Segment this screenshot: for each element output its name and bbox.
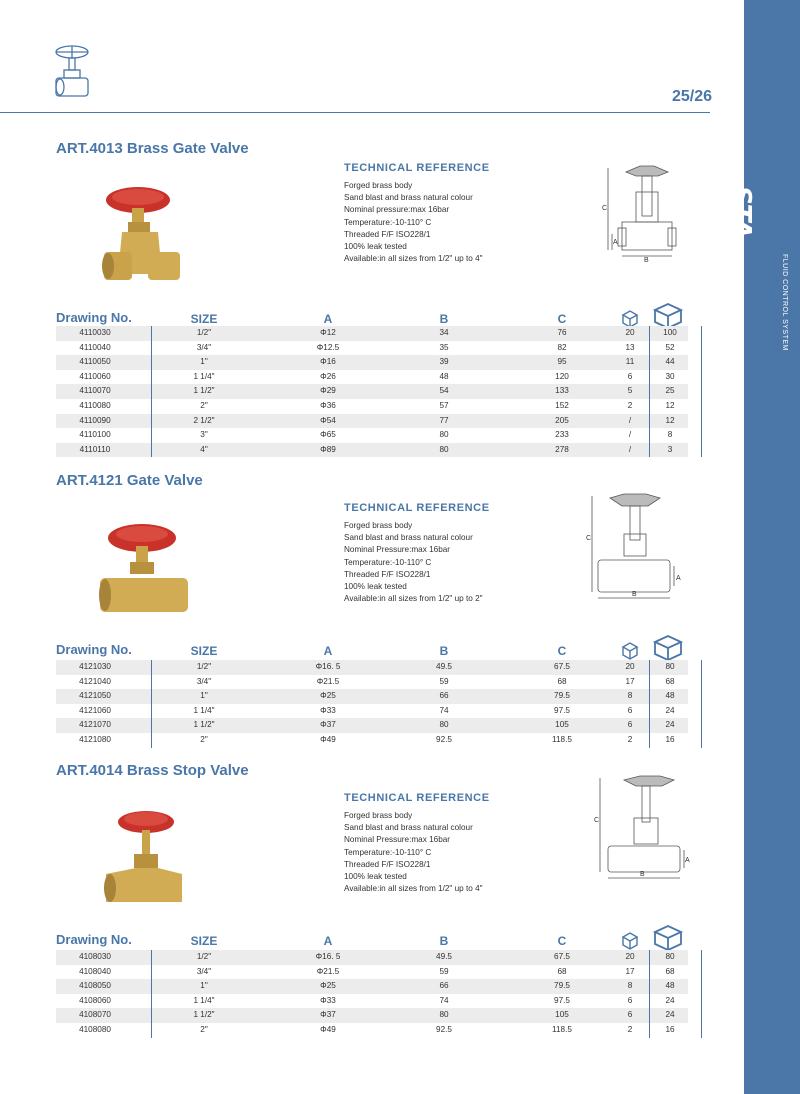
- a-cell: Φ21.5: [316, 966, 340, 976]
- tech-line: Forged brass body: [344, 181, 413, 190]
- drawing-no-cell: 4110030: [79, 328, 111, 337]
- tech-line: Threaded F/F ISO228/1: [344, 569, 431, 579]
- col-drawing-no: Drawing No.: [56, 642, 132, 657]
- tech-line: Temperature:-10-110° C: [344, 557, 432, 567]
- divider-line: [701, 950, 702, 1038]
- table-header: [56, 922, 688, 952]
- inner-pack-cell: 13: [625, 342, 635, 352]
- valve-outline-icon: [50, 42, 94, 102]
- size-cell: 1/2": [196, 662, 212, 671]
- b-cell: 80: [439, 444, 449, 454]
- drawing-no-cell: 4121060: [79, 705, 111, 715]
- drawing-no-cell: 4121030: [79, 662, 111, 671]
- inner-pack-cell: 8: [627, 981, 633, 991]
- c-cell: 97.5: [554, 995, 570, 1005]
- size-cell: 1": [200, 357, 208, 367]
- b-cell: 54: [439, 386, 449, 396]
- outer-pack-cell: 80: [665, 662, 675, 671]
- tech-line: 100% leak tested: [344, 872, 407, 882]
- outer-pack-cell: 24: [665, 720, 675, 730]
- b-cell: 80: [439, 430, 449, 440]
- gate-valve-photo: [96, 164, 192, 284]
- drawing-no-cell: 4108070: [79, 1010, 111, 1020]
- inner-pack-cell: 2: [627, 400, 633, 410]
- outer-pack-cell: 12: [665, 415, 675, 425]
- dim-label: C: [602, 205, 608, 212]
- drawing-no-cell: 4110060: [79, 371, 111, 381]
- drawing-no-cell: 4108040: [79, 966, 111, 976]
- c-cell: 118.5: [552, 1024, 572, 1034]
- size-cell: 3": [200, 430, 208, 440]
- gate-valve-photo: [96, 496, 192, 616]
- tech-line: Threaded F/F ISO228/1: [344, 859, 431, 869]
- inner-pack-cell: 6: [627, 720, 633, 730]
- inner-pack-cell: 2: [627, 1024, 633, 1034]
- b-cell: 66: [439, 981, 449, 991]
- inner-pack-cell: 17: [625, 966, 635, 976]
- tech-line: Nominal Pressure:max 16bar: [344, 835, 451, 845]
- b-cell: 59: [439, 966, 449, 976]
- b-cell: 92.5: [436, 734, 452, 744]
- size-cell: 3/4": [196, 676, 212, 686]
- outer-pack-cell: 80: [665, 952, 675, 961]
- outer-pack-cell: 24: [665, 995, 675, 1005]
- drawing-no-cell: 4108060: [79, 995, 111, 1005]
- tech-line: Available:in all sizes from 1/2" up to 4": [344, 254, 483, 264]
- tech-line: 100% leak tested: [344, 242, 407, 252]
- inner-pack-cell: /: [628, 430, 632, 440]
- table-header: [56, 632, 688, 662]
- outer-pack-cell: 68: [665, 676, 675, 686]
- inner-pack-cell: 8: [627, 691, 633, 701]
- b-cell: 66: [439, 691, 449, 701]
- section-title: ART.4014 Brass Stop Valve: [56, 762, 249, 779]
- outer-pack-cell: 68: [665, 966, 675, 976]
- outer-pack-cell: 24: [665, 1010, 675, 1020]
- technical-drawing: [584, 490, 684, 602]
- divider-line: [151, 950, 152, 1038]
- a-cell: Φ26: [320, 371, 336, 381]
- a-cell: Φ49: [320, 1024, 336, 1034]
- b-cell: 39: [439, 357, 449, 367]
- tech-line: Forged brass body: [344, 521, 413, 530]
- b-cell: 74: [439, 995, 449, 1005]
- inner-pack-cell: 20: [625, 328, 635, 337]
- dim-label: B: [644, 257, 649, 264]
- brand-tagline: FLUID CONTROL SYSTEM: [781, 254, 788, 351]
- small-box-icon: [620, 308, 640, 328]
- tech-line: Forged brass body: [344, 811, 413, 820]
- inner-pack-cell: /: [628, 444, 632, 454]
- drawing-no-cell: 4110050: [79, 357, 111, 367]
- outer-pack-cell: 30: [665, 371, 675, 381]
- divider-line: [151, 660, 152, 748]
- spec-table: [56, 660, 688, 748]
- col-b: B: [439, 934, 449, 948]
- c-cell: 133: [555, 386, 569, 396]
- drawing-no-cell: 4110090: [79, 415, 111, 425]
- inner-pack-cell: 5: [627, 386, 633, 396]
- small-box-icon: [620, 930, 640, 950]
- a-cell: Φ12: [320, 328, 336, 337]
- outer-pack-cell: 25: [665, 386, 675, 396]
- inner-pack-cell: 11: [625, 357, 635, 367]
- tech-heading: TECHNICAL REFERENCE: [344, 502, 490, 514]
- size-cell: 1 1/2": [193, 1010, 215, 1020]
- col-c: C: [557, 312, 567, 326]
- tech-line: 100% leak tested: [344, 582, 407, 592]
- c-cell: 79.5: [554, 981, 570, 991]
- drawing-no-cell: 4110080: [79, 400, 111, 410]
- tech-line: Available:in all sizes from 1/2" up to 4": [344, 884, 483, 894]
- outer-pack-cell: 16: [665, 734, 675, 744]
- outer-pack-cell: 16: [665, 1024, 675, 1034]
- c-cell: 205: [555, 415, 569, 425]
- col-drawing-no: Drawing No.: [56, 310, 132, 325]
- b-cell: 80: [439, 720, 449, 730]
- b-cell: 92.5: [436, 1024, 452, 1034]
- a-cell: Φ33: [320, 995, 336, 1005]
- drawing-no-cell: 4110070: [79, 386, 111, 396]
- drawing-no-cell: 4121080: [79, 734, 111, 744]
- b-cell: 59: [439, 676, 449, 686]
- brand-logo: STA: [726, 186, 756, 238]
- c-cell: 233: [555, 430, 569, 440]
- c-cell: 67.5: [554, 952, 570, 961]
- size-cell: 3/4": [196, 342, 212, 352]
- a-cell: Φ29: [320, 386, 336, 396]
- stop-valve-photo: [96, 786, 192, 906]
- drawing-no-cell: 4121050: [79, 691, 111, 701]
- inner-pack-cell: 2: [627, 734, 633, 744]
- inner-pack-cell: 17: [625, 676, 635, 686]
- brand-wordmark: [726, 186, 756, 321]
- section-title: ART.4013 Brass Gate Valve: [56, 140, 249, 157]
- b-cell: 35: [439, 342, 449, 352]
- col-c: C: [557, 644, 567, 658]
- c-cell: 95: [557, 357, 567, 367]
- drawing-no-cell: 4108050: [79, 981, 111, 991]
- tech-line: Sand blast and brass natural colour: [344, 823, 473, 833]
- b-cell: 77: [439, 415, 449, 425]
- size-cell: 1 1/4": [193, 995, 215, 1005]
- col-size: SIZE: [190, 934, 218, 948]
- size-cell: 1": [200, 691, 208, 701]
- spec-table: [56, 950, 688, 1038]
- outer-pack-cell: 3: [667, 444, 673, 454]
- drawing-no-cell: 4121040: [79, 676, 111, 686]
- a-cell: Φ37: [320, 1010, 336, 1020]
- drawing-no-cell: 4110110: [79, 444, 111, 454]
- b-cell: 57: [439, 400, 449, 410]
- spec-table: [56, 326, 688, 457]
- dim-label: A: [613, 239, 618, 246]
- divider-line: [151, 326, 152, 457]
- c-cell: 79.5: [554, 691, 570, 701]
- inner-pack-cell: 6: [627, 705, 633, 715]
- a-cell: Φ25: [320, 691, 336, 701]
- a-cell: Φ36: [320, 400, 336, 410]
- col-size: SIZE: [190, 644, 218, 658]
- size-cell: 2 1/2": [193, 415, 215, 425]
- size-cell: 4": [200, 444, 208, 454]
- tech-line: Temperature:-10-110° C: [344, 847, 432, 857]
- technical-reference: [344, 502, 584, 605]
- dim-label: A: [685, 857, 690, 864]
- inner-pack-cell: /: [628, 415, 632, 425]
- a-cell: Φ16. 5: [315, 662, 341, 671]
- size-cell: 3/4": [196, 966, 212, 976]
- page-number: 25/26: [671, 88, 712, 105]
- c-cell: 152: [555, 400, 569, 410]
- drawing-no-cell: 4108080: [79, 1024, 111, 1034]
- a-cell: Φ16. 5: [315, 952, 341, 961]
- b-cell: 49.5: [436, 952, 452, 961]
- size-cell: 1 1/2": [193, 386, 215, 396]
- a-cell: Φ12.5: [316, 342, 340, 352]
- dim-label: C: [586, 535, 592, 542]
- tech-line: Nominal Pressure:max 16bar: [344, 545, 451, 555]
- tech-heading: TECHNICAL REFERENCE: [344, 162, 490, 174]
- tech-line: Threaded F/F ISO228/1: [344, 229, 431, 239]
- a-cell: Φ33: [320, 705, 336, 715]
- size-cell: 1 1/4": [193, 705, 215, 715]
- a-cell: Φ89: [320, 444, 336, 454]
- a-cell: Φ54: [320, 415, 336, 425]
- col-drawing-no: Drawing No.: [56, 932, 132, 947]
- c-cell: 76: [557, 328, 567, 337]
- col-c: C: [557, 934, 567, 948]
- dim-label: B: [632, 591, 637, 598]
- c-cell: 82: [557, 342, 567, 352]
- section-title: ART.4121 Gate Valve: [56, 472, 203, 489]
- c-cell: 278: [555, 444, 569, 454]
- tech-line: Nominal pressure:max 16bar: [344, 205, 450, 215]
- brand-block: [726, 186, 796, 351]
- inner-pack-cell: 6: [627, 371, 633, 381]
- dim-label: A: [676, 575, 681, 582]
- inner-pack-cell: 20: [625, 952, 635, 961]
- small-box-icon: [620, 640, 640, 660]
- divider-line: [649, 660, 650, 748]
- inner-pack-cell: 6: [627, 995, 633, 1005]
- outer-pack-cell: 8: [667, 430, 673, 440]
- technical-drawing: [596, 152, 696, 264]
- outer-pack-cell: 100: [663, 328, 677, 337]
- c-cell: 105: [555, 1010, 569, 1020]
- a-cell: Φ16: [320, 357, 336, 367]
- size-cell: 2": [200, 1024, 208, 1034]
- size-cell: 1": [200, 981, 208, 991]
- technical-reference: [344, 792, 584, 895]
- divider-line: [701, 660, 702, 748]
- size-cell: 1 1/4": [193, 371, 215, 381]
- b-cell: 48: [439, 371, 449, 381]
- a-cell: Φ65: [320, 430, 336, 440]
- c-cell: 67.5: [554, 662, 570, 671]
- col-size: SIZE: [190, 312, 218, 326]
- dim-label: B: [640, 871, 645, 878]
- outer-pack-cell: 48: [665, 691, 675, 701]
- col-a: A: [323, 934, 333, 948]
- header-divider: [0, 112, 710, 113]
- tech-line: Sand blast and brass natural colour: [344, 193, 473, 203]
- technical-reference: [344, 162, 584, 265]
- col-b: B: [439, 644, 449, 658]
- dim-label: C: [594, 817, 600, 824]
- b-cell: 49.5: [436, 662, 452, 671]
- c-cell: 105: [555, 720, 569, 730]
- a-cell: Φ37: [320, 720, 336, 730]
- outer-pack-cell: 52: [665, 342, 675, 352]
- tech-line: Temperature:-10-110° C: [344, 217, 432, 227]
- size-cell: 1/2": [196, 328, 212, 337]
- inner-pack-cell: 20: [625, 662, 635, 671]
- size-cell: 1/2": [196, 952, 212, 961]
- col-a: A: [323, 644, 333, 658]
- technical-drawing: [590, 770, 690, 882]
- large-box-icon: [652, 922, 684, 952]
- brand-sidebar: [744, 0, 800, 1094]
- outer-pack-cell: 12: [665, 400, 675, 410]
- divider-line: [701, 326, 702, 457]
- tech-heading: TECHNICAL REFERENCE: [344, 792, 490, 804]
- a-cell: Φ25: [320, 981, 336, 991]
- outer-pack-cell: 44: [665, 357, 675, 367]
- c-cell: 118.5: [552, 734, 572, 744]
- brand-name: STANDARD: [730, 243, 746, 322]
- divider-line: [649, 326, 650, 457]
- c-cell: 120: [555, 371, 569, 381]
- c-cell: 97.5: [554, 705, 570, 715]
- b-cell: 80: [439, 1010, 449, 1020]
- divider-line: [649, 950, 650, 1038]
- size-cell: 2": [200, 400, 208, 410]
- c-cell: 68: [557, 966, 567, 976]
- outer-pack-cell: 48: [665, 981, 675, 991]
- a-cell: Φ21.5: [316, 676, 340, 686]
- b-cell: 74: [439, 705, 449, 715]
- large-box-icon: [652, 632, 684, 662]
- drawing-no-cell: 4110100: [79, 430, 111, 440]
- drawing-no-cell: 4110040: [79, 342, 111, 352]
- a-cell: Φ49: [320, 734, 336, 744]
- size-cell: 2": [200, 734, 208, 744]
- drawing-no-cell: 4121070: [79, 720, 111, 730]
- size-cell: 1 1/2": [193, 720, 215, 730]
- outer-pack-cell: 24: [665, 705, 675, 715]
- col-a: A: [323, 312, 333, 326]
- col-b: B: [439, 312, 449, 326]
- inner-pack-cell: 6: [627, 1010, 633, 1020]
- tech-line: Sand blast and brass natural colour: [344, 533, 473, 543]
- c-cell: 68: [557, 676, 567, 686]
- b-cell: 34: [439, 328, 449, 337]
- tech-line: Available:in all sizes from 1/2" up to 2": [344, 594, 483, 604]
- drawing-no-cell: 4108030: [79, 952, 111, 961]
